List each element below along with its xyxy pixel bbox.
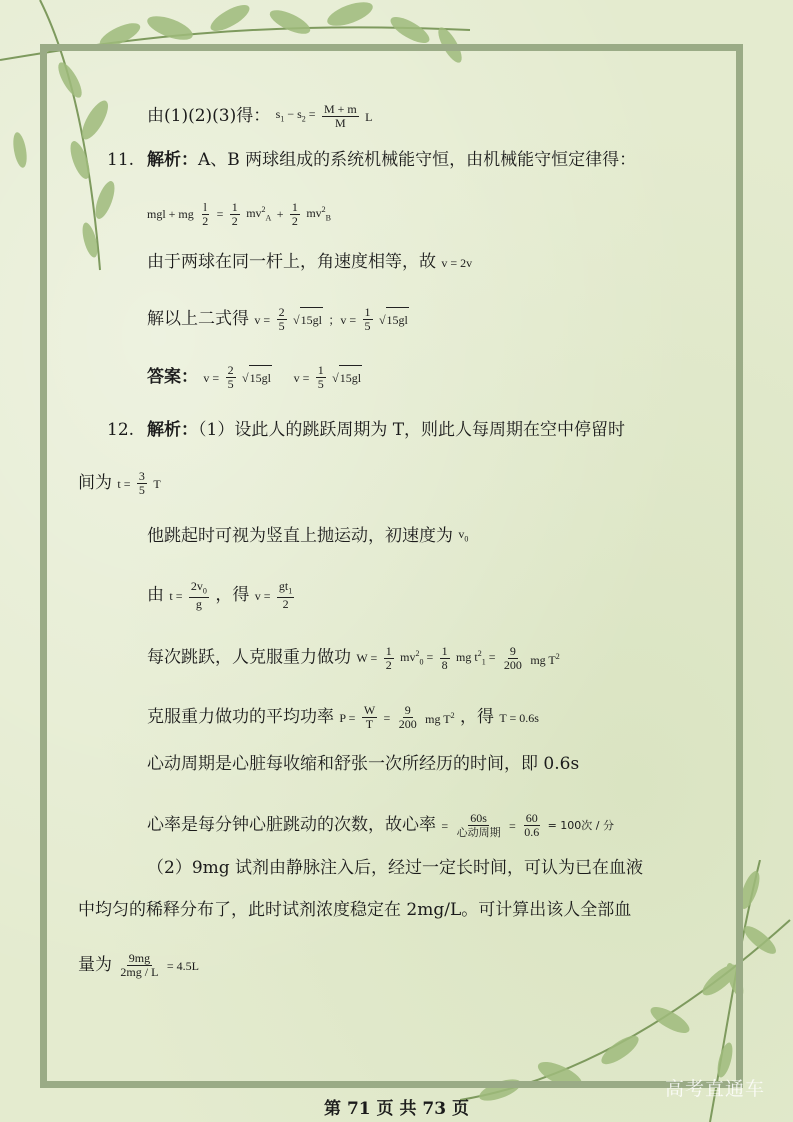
sqrt: √15gl [332,365,362,390]
fraction: $\frac{1}{5}$ [317,363,324,391]
q11-answer [147,364,362,391]
watermark: 高考直通车 [664,1078,765,1100]
q12-line7: 心动周期是心脏每收缩和舒张一次所经历的时间，即 0.6s [147,754,580,774]
question-number-12: 12. [107,420,135,440]
formula: W = [356,651,378,666]
sqrt: √15gl [242,365,272,390]
formula: T [153,476,161,491]
formula-s1: $s_1 - s_2$ = [275,107,316,124]
text: 克服重力做功的平均功率 [147,707,334,727]
equals: = [441,818,449,833]
fraction: $\frac{M + m}{M}$ [323,102,357,131]
formula: = 4.5L [166,958,199,973]
text: 每次跳跃，人克服重力做功 [147,647,351,668]
sqrt: √15gl [293,307,323,332]
formula: $mv^2_0$ = [400,649,434,667]
fraction: $\frac{2}{5}$ [227,363,234,391]
text: 量为 [78,955,112,975]
text: 由(1)(2)(3)得： [147,106,271,127]
answer-label: 答案： [147,367,198,387]
analysis-label: 解析： [147,150,198,170]
fraction: $\frac{2v_0}{g}$ [190,579,207,612]
formula: $mv^2_A$ [246,205,272,223]
formula-v0: $v_0$ [458,527,469,544]
formula: mg $T^2$ [425,711,455,726]
text: 由 [147,585,164,606]
q12-line6 [147,704,539,731]
formula: v = [254,312,271,327]
formula-tail: L [365,109,373,124]
fraction: $\frac{1}{2}$ [231,199,238,228]
equals: = [383,710,391,725]
q12-text: （1）设此人的跳跃周期为 T，则此人每周期在空中停留时 [198,420,626,440]
sqrt: √15gl [379,307,409,332]
q12-line2 [78,470,161,497]
formula: mg $T^2$ [530,651,560,667]
q12-line8 [147,812,614,839]
formula: $mv^2_B$ [306,205,331,223]
page-footer: 第 71 页 共 73 页 [324,1099,469,1119]
page-frame [40,44,743,1088]
formula: T = 0.6s [499,710,539,725]
text: 解以上二式得 [147,309,249,329]
q11-line2 [147,250,472,275]
formula: ；v = [328,312,357,327]
equals: = [216,207,224,222]
text: 他跳起时可视为竖直上抛运动，初速度为 [147,526,453,547]
formula: v = [203,370,220,385]
fraction: $\frac{gt_1}{2}$ [278,579,293,612]
fraction: $\frac{W}{T}$ [363,703,376,731]
fraction: $\frac{1}{5}$ [364,305,371,333]
result-line [147,102,372,131]
formula: v = [254,588,271,603]
q12-heading [147,418,625,442]
formula: P = [339,710,356,725]
text: ，得 [460,707,494,727]
plus: + [276,207,284,222]
fraction: $\frac{9mg}{2mg / L}$ [120,951,159,979]
analysis-label: 解析： [147,420,198,440]
formula: v = [293,370,310,385]
q12-line4 [147,580,295,611]
q12-line3 [147,522,468,551]
q12-line9: （2）9mg 试剂由静脉注入后，经过一定长时间，可认为已在血液 [147,858,644,878]
fraction: $\frac{3}{5}$ [138,469,145,497]
fraction: $\frac{l}{2}$ [202,199,209,228]
formula: t = [169,588,183,603]
fraction: $\frac{9}{200}$ [503,643,522,672]
text: ，得 [215,585,250,606]
q12-line11 [78,952,199,979]
fraction: $\frac{1}{2}$ [385,643,392,672]
q11-heading [147,148,636,172]
q12-line10: 中均匀的稀释分布了，此时试剂浓度稳定在 2mg/L。可计算出该人全部血 [78,900,632,920]
text: 由于两球在同一杆上，角速度相等，故 [147,252,436,272]
formula: = 100次 / 分 [547,818,615,832]
formula: mg $t^2_1$ = [456,649,496,667]
formula: t = [117,476,131,491]
q12-line5 [147,642,560,674]
fraction: $\frac{2}{5}$ [278,305,285,333]
fraction: $\frac{9}{200}$ [398,703,417,731]
formula-relation: v = 2v [441,255,473,270]
q11-equation [147,198,331,230]
fraction: $\frac{60}{0.6}$ [524,811,540,839]
fraction: $\frac{60s}{\text{心动周期}}$ [456,811,501,839]
equals: = [509,818,516,833]
fraction: $\frac{1}{8}$ [441,643,448,672]
text: 心率是每分钟心脏跳动的次数，故心率 [147,815,436,835]
q11-line3 [147,306,409,333]
formula: mgl + mg [147,207,194,222]
fraction: $\frac{1}{2}$ [291,199,298,228]
q11-text: A、B 两球组成的系统机械能守恒，由机械能守恒定律得： [198,150,637,170]
text: 间为 [78,473,112,493]
question-number-11: 11. [107,150,135,170]
